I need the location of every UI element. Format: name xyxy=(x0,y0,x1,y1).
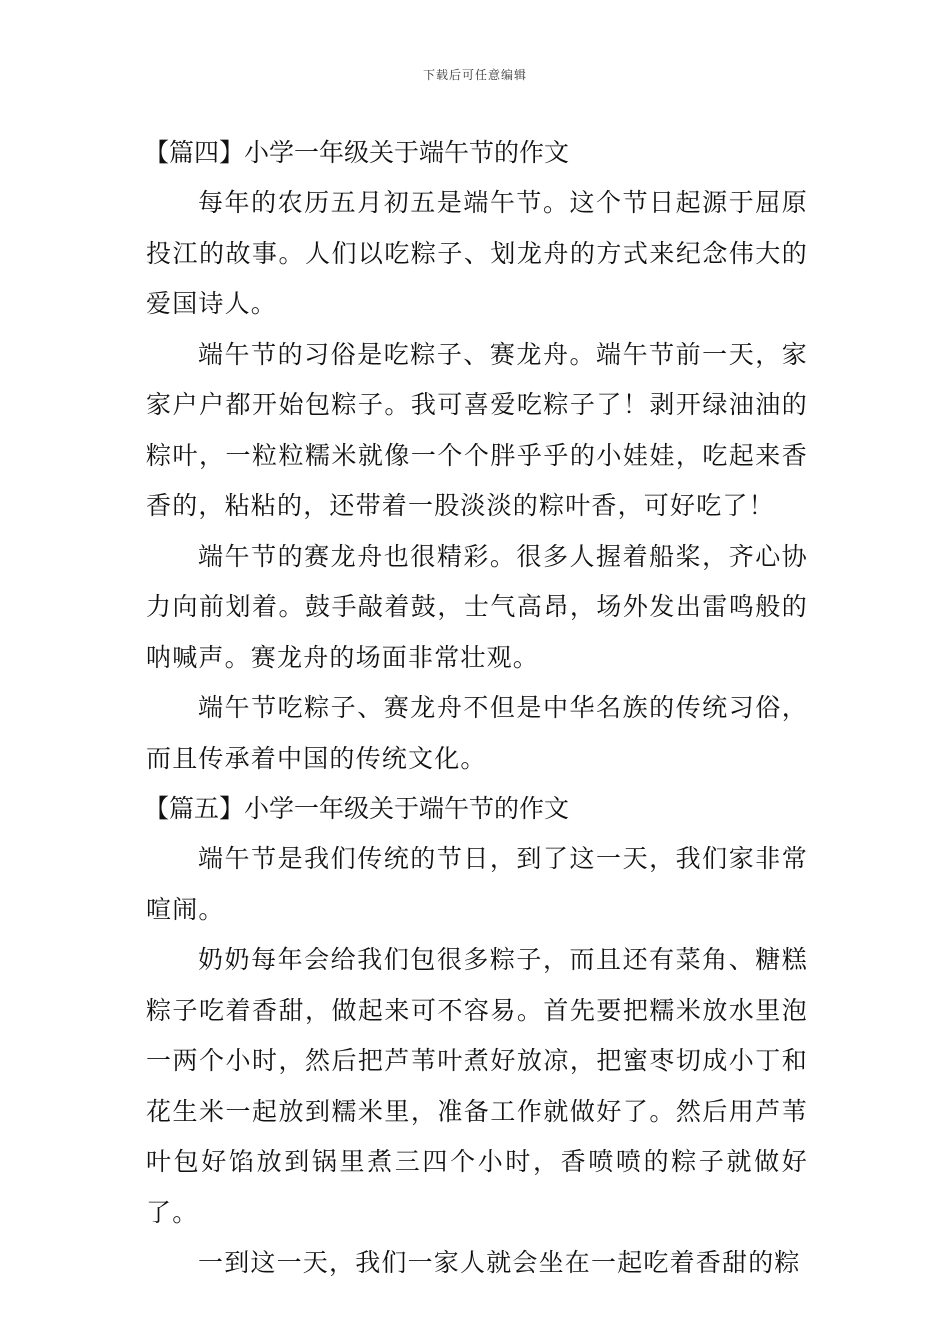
essay-section-5 xyxy=(146,784,808,1289)
essay-section-4 xyxy=(146,128,808,784)
paragraph: 奶奶每年会给我们包很多粽子，而且还有菜角、糖糕粽子吃着香甜，做起来可不容易。首先要把糯米放水里泡一两个小时，然后把芦苇叶煮好放凉，把蜜枣切成小丁和花生米一起放到糯米里，准备工作就做好了。然后用芦苇叶包好馅放到锅里煮三四个小时，香喷喷的粽子就做好了。 xyxy=(146,945,808,1227)
paragraph: 每年的农历五月初五是端午节。这个节日起源于屈原投江的故事。人们以吃粽子、划龙舟的方式来纪念伟大的爱国诗人。 xyxy=(146,188,808,318)
paragraph: 端午节的赛龙舟也很精彩。很多人握着船桨，齐心协力向前划着。鼓手敲着鼓，士气高昂，场外发出雷鸣般的呐喊声。赛龙舟的场面非常壮观。 xyxy=(146,541,808,672)
paragraph: 一到这一天，我们一家人就会坐在一起吃着香甜的粽 xyxy=(198,1248,801,1277)
section-heading: 【篇四】小学一年级关于端午节的作文 xyxy=(144,138,570,167)
paragraph: 端午节吃粽子、赛龙舟不但是中华名族的传统习俗，而且传承着中国的传统文化。 xyxy=(146,693,808,773)
document-body xyxy=(146,128,808,1289)
paragraph: 端午节是我们传统的节日，到了这一天，我们家非常喧闹。 xyxy=(146,844,808,924)
section-heading: 【篇五】小学一年级关于端午节的作文 xyxy=(144,794,570,823)
page-header-note: 下载后可任意编辑 xyxy=(422,68,527,82)
paragraph: 端午节的习俗是吃粽子、赛龙舟。端午节前一天，家家户户都开始包粽子。我可喜爱吃粽子了！剥开绿油油的粽叶，一粒粒糯米就像一个个胖乎乎的小娃娃，吃起来香香的，粘粘的，还带着一股淡淡的粽叶香，可好吃了！ xyxy=(146,339,808,520)
